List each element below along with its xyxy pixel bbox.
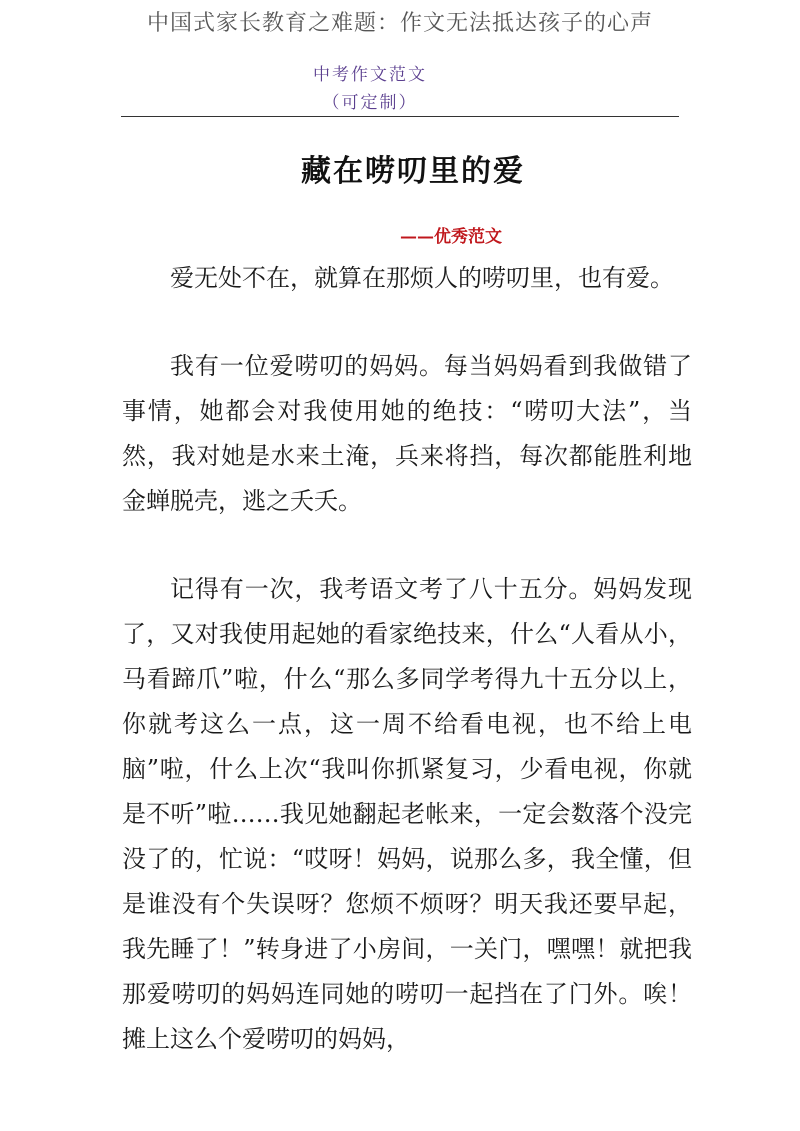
- paragraph-3: 记得有一次，我考语文考了八十五分。妈妈发现了，又对我使用起她的看家绝技来，什么“人看从小，马看蹄爪”啦，什么“那么多同学考得九十五分以上，你就考这么一点，这一周不给看电视，也不给上电脑”啦，什么上次“我叫你抓紧复习，少看电视，你就是不听”啦……我见她翻起老帐来，一定会数落个没完没了的，忙说：“哎呀！妈妈，说那么多，我全懂，但是谁没有个失误呀？您烦不烦呀？明天我还要早起，我先睡了！”转身进了小房间，一关门，嘿嘿！就把我那爱唠叨的妈妈连同她的唠叨一起挡在了门外。唉！摊上这么个爱唠叨的妈妈，: [122, 575, 692, 1053]
- byline: ——优秀范文: [400, 227, 502, 247]
- paragraph-spacer: [122, 301, 692, 344]
- article-body: [122, 256, 692, 1062]
- article-title: 藏在唠叨里的爱: [301, 154, 525, 189]
- page-heading: 中国式家长教育之难题：作文无法抵达孩子的心声: [146, 11, 653, 36]
- paragraph-spacer: [122, 524, 692, 567]
- header-divider: [121, 116, 679, 117]
- paragraph-2: 我有一位爱唠叨的妈妈。每当妈妈看到我做错了事情，她都会对我使用她的绝技：“唠叨大法”，当然，我对她是水来土淹，兵来将挡，每次都能胜利地金蝉脱壳，逃之夭夭。: [122, 352, 692, 515]
- series-sub-label: （可定制）: [322, 93, 418, 113]
- series-label: 中考作文范文: [313, 65, 427, 85]
- paragraph-1: 爱无处不在，就算在那烦人的唠叨里，也有爱。: [170, 264, 674, 292]
